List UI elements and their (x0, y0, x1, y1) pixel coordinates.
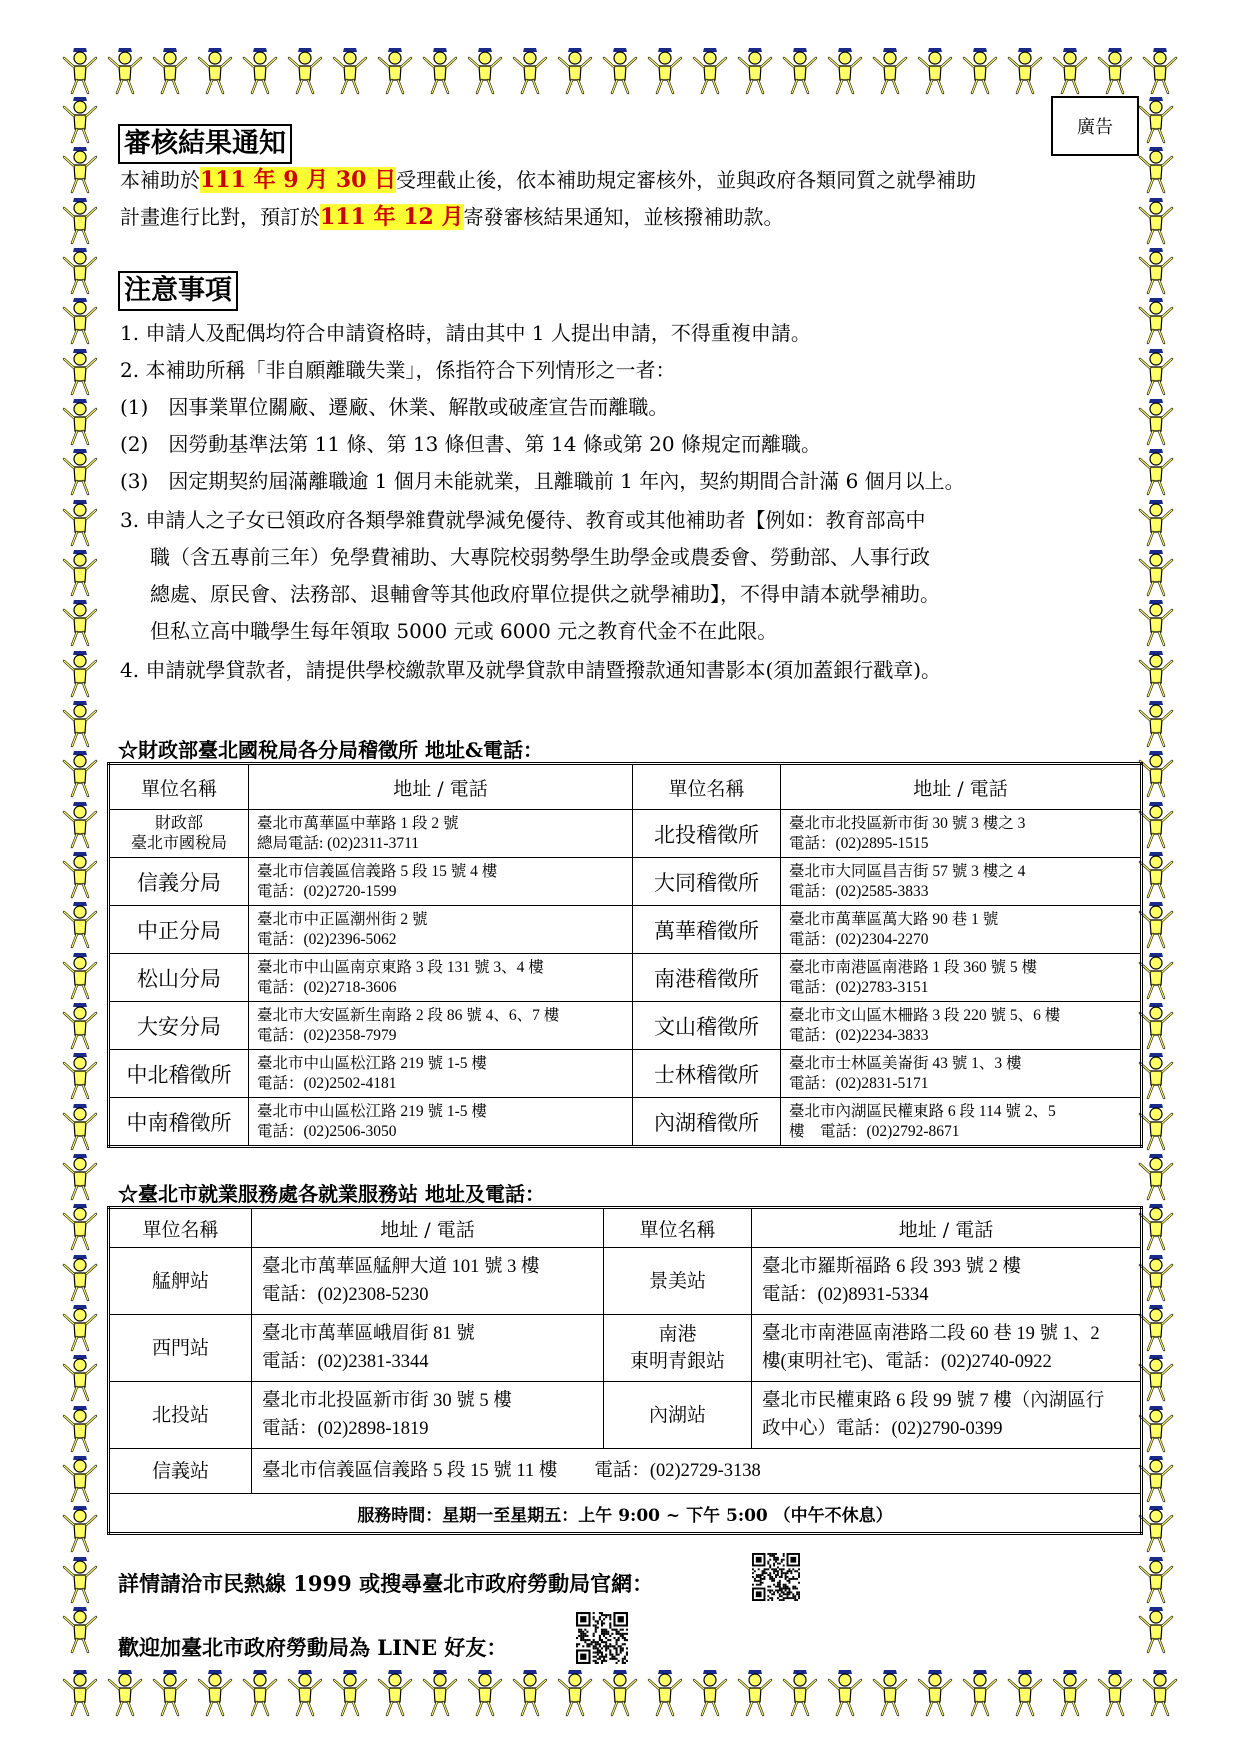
note-line: 4. 申請就學貸款者，請提供學校繳款單及就學貸款申請暨撥款通知書影本(須加蓋銀行戳章)。 (120, 658, 942, 682)
cartoon-worker-icon (600, 46, 640, 96)
unit-address: 臺北市羅斯福路 6 段 393 號 2 樓 電話：(02)8931-5334 (752, 1248, 1142, 1315)
cartoon-worker-icon (60, 95, 100, 145)
table-row (109, 954, 1142, 1002)
unit-name: 西門站 (109, 1315, 252, 1382)
cartoon-worker-icon (825, 46, 865, 96)
review-line2-post: 寄發審核結果通知，並核撥補助款。 (463, 205, 784, 229)
note-line: (2) 因勞動基準法第 11 條、第 13 條但書、第 14 條或第 20 條規定而離職。 (120, 432, 821, 456)
cartoon-worker-icon (60, 296, 100, 346)
unit-name: 信義站 (109, 1449, 252, 1494)
cartoon-worker-icon (60, 598, 100, 648)
cartoon-worker-icon (1136, 699, 1176, 749)
unit-name: 艋舺站 (109, 1248, 252, 1315)
cartoon-worker-icon (1095, 1668, 1135, 1718)
table-row (109, 858, 1142, 906)
employment-table-caption: ☆臺北市就業服務處各就業服務站 地址及電話： (118, 1182, 545, 1206)
cartoon-worker-icon (1136, 598, 1176, 648)
unit-address: 臺北市大安區新生南路 2 段 86 號 4、6、7 樓 電話：(02)2358-7979 (249, 1002, 633, 1050)
qr-code-icon[interactable] (752, 1553, 800, 1601)
cartoon-worker-icon (60, 246, 100, 296)
unit-name: 景美站 (604, 1248, 752, 1315)
unit-address: 臺北市萬華區艋舺大道 101 號 3 樓 電話：(02)2308-5230 (252, 1248, 604, 1315)
review-line2-pre: 計畫進行比對，預訂於 (120, 205, 320, 229)
border-bottom (60, 1668, 1180, 1720)
cartoon-worker-icon (825, 1668, 865, 1718)
cartoon-worker-icon (870, 46, 910, 96)
unit-name: 北投稽徵所 (633, 810, 781, 858)
cartoon-worker-icon (150, 1668, 190, 1718)
cartoon-worker-icon (510, 1668, 550, 1718)
unit-address: 臺北市南港區南港路 1 段 360 號 5 樓 電話：(02)2783-3151 (781, 954, 1142, 1002)
cartoon-worker-icon (60, 900, 100, 950)
cartoon-worker-icon (465, 46, 505, 96)
hotline-text: 詳情請洽市民熱線 1999 或搜尋臺北市政府勞動局官網： (118, 1571, 654, 1596)
cartoon-worker-icon (105, 46, 145, 96)
cartoon-worker-icon (60, 699, 100, 749)
line-friend-text: 歡迎加臺北市政府勞動局為 LINE 好友： (118, 1635, 508, 1660)
cartoon-worker-icon (1136, 649, 1176, 699)
cartoon-worker-icon (645, 46, 685, 96)
cartoon-worker-icon (60, 1668, 100, 1718)
cartoon-worker-icon (645, 1668, 685, 1718)
cartoon-worker-icon (465, 1668, 505, 1718)
cartoon-worker-icon (60, 1303, 100, 1353)
cartoon-worker-icon (60, 649, 100, 699)
note-line: (1) 因事業單位關廠、遷廠、休業、解散或破產宣告而離職。 (120, 395, 669, 419)
cartoon-worker-icon (960, 1668, 1000, 1718)
cartoon-worker-icon (195, 46, 235, 96)
cartoon-worker-icon (1136, 296, 1176, 346)
cartoon-worker-icon (330, 1668, 370, 1718)
note-line: 3. 申請人之子女已領政府各類學雜費就學減免優待、教育或其他補助者【例如：教育部高中 (120, 508, 926, 532)
notify-date: 111 年 12 月 (320, 204, 464, 230)
cartoon-worker-icon (330, 46, 370, 96)
deadline-date: 111 年 9 月 30 日 (200, 167, 397, 193)
note-line: (3) 因定期契約屆滿離職逾 1 個月未能就業，且離職前 1 年內，契約期間合計滿 6 個月以上。 (120, 469, 965, 493)
table-row (109, 1315, 1142, 1382)
unit-address: 臺北市北投區新市街 30 號 5 樓 電話：(02)2898-1819 (252, 1382, 604, 1449)
cartoon-worker-icon (735, 46, 775, 96)
cartoon-worker-icon (60, 347, 100, 397)
cartoon-worker-icon (60, 498, 100, 548)
cartoon-worker-icon (420, 1668, 460, 1718)
unit-address: 臺北市萬華區萬大路 90 巷 1 號 電話：(02)2304-2270 (781, 906, 1142, 954)
unit-address: 臺北市萬華區峨眉街 81 號 電話：(02)2381-3344 (252, 1315, 604, 1382)
cartoon-worker-icon (1136, 145, 1176, 195)
cartoon-worker-icon (1136, 196, 1176, 246)
cartoon-worker-icon (1136, 548, 1176, 598)
cartoon-worker-icon (60, 145, 100, 195)
header-unit-name: 單位名稱 (633, 764, 781, 810)
note-line: 2. 本補助所稱「非自願離職失業」，係指符合下列情形之一者： (120, 358, 676, 382)
cartoon-worker-icon (1136, 246, 1176, 296)
review-line1-pre: 本補助於 (120, 168, 200, 192)
unit-name: 內湖站 (604, 1382, 752, 1449)
cartoon-worker-icon (60, 196, 100, 246)
cartoon-worker-icon (780, 46, 820, 96)
cartoon-worker-icon (60, 447, 100, 497)
cartoon-worker-icon (1050, 46, 1090, 96)
cartoon-worker-icon (60, 548, 100, 598)
cartoon-worker-icon (870, 1668, 910, 1718)
unit-name: 財政部 臺北市國稅局 (109, 810, 249, 858)
cartoon-worker-icon (555, 46, 595, 96)
cartoon-worker-icon (915, 1668, 955, 1718)
cartoon-worker-icon (960, 46, 1000, 96)
cartoon-worker-icon (510, 46, 550, 96)
unit-address: 臺北市士林區美崙街 43 號 1、3 樓 電話：(02)2831-5171 (781, 1050, 1142, 1098)
review-line1-post: 受理截止後，依本補助規定審核外，並與政府各類同質之就學補助 (396, 168, 977, 192)
table-row (109, 906, 1142, 954)
ad-badge: 廣告 (1051, 96, 1139, 156)
unit-address: 臺北市中正區潮州街 2 號 電話：(02)2396-5062 (249, 906, 633, 954)
unit-address: 臺北市信義區信義路 5 段 15 號 4 樓 電話：(02)2720-1599 (249, 858, 633, 906)
cartoon-worker-icon (600, 1668, 640, 1718)
cartoon-worker-icon (150, 46, 190, 96)
unit-name: 南港稽徵所 (633, 954, 781, 1002)
border-left (60, 95, 104, 1655)
cartoon-worker-icon (60, 1605, 100, 1655)
cartoon-worker-icon (690, 1668, 730, 1718)
cartoon-worker-icon (1136, 447, 1176, 497)
unit-name: 萬華稽徵所 (633, 906, 781, 954)
unit-address: 臺北市內湖區民權東路 6 段 114 號 2、5 樓 電話：(02)2792-8671 (781, 1098, 1142, 1147)
unit-name: 北投站 (109, 1382, 252, 1449)
cartoon-worker-icon (240, 46, 280, 96)
cartoon-worker-icon (1005, 46, 1045, 96)
unit-address: 臺北市大同區昌吉街 57 號 3 樓之 4 電話：(02)2585-3833 (781, 858, 1142, 906)
cartoon-worker-icon (1095, 46, 1135, 96)
cartoon-worker-icon (60, 1152, 100, 1202)
service-hours: 服務時間：星期一至星期五：上午 9:00 ~ 下午 5:00 （中午不休息） (109, 1494, 1142, 1534)
cartoon-worker-icon (555, 1668, 595, 1718)
unit-address: 臺北市中山區南京東路 3 段 131 號 3、4 樓 電話：(02)2718-3606 (249, 954, 633, 1002)
cartoon-worker-icon (375, 46, 415, 96)
header-address-phone: 地址 / 電話 (781, 764, 1142, 810)
table-row (109, 1449, 1142, 1494)
unit-name: 內湖稽徵所 (633, 1098, 781, 1147)
header-unit-name: 單位名稱 (109, 1208, 252, 1248)
unit-name: 中南稽徵所 (109, 1098, 249, 1147)
cartoon-worker-icon (60, 1404, 100, 1454)
cartoon-worker-icon (915, 46, 955, 96)
unit-address: 臺北市中山區松江路 219 號 1-5 樓 電話：(02)2506-3050 (249, 1098, 633, 1147)
unit-name: 大同稽徵所 (633, 858, 781, 906)
table-header-row (109, 764, 1142, 810)
cartoon-worker-icon (1140, 1668, 1180, 1718)
cartoon-worker-icon (60, 1202, 100, 1252)
cartoon-worker-icon (1136, 1152, 1176, 1202)
unit-address: 臺北市北投區新市街 30 號 3 樓之 3 電話：(02)2895-1515 (781, 810, 1142, 858)
cartoon-worker-icon (195, 1668, 235, 1718)
cartoon-worker-icon (60, 1555, 100, 1605)
unit-name: 文山稽徵所 (633, 1002, 781, 1050)
cartoon-worker-icon (1050, 1668, 1090, 1718)
review-title: 審核結果通知 (118, 124, 292, 164)
review-line-1 (120, 162, 976, 199)
cartoon-worker-icon (285, 46, 325, 96)
unit-name: 中北稽徵所 (109, 1050, 249, 1098)
header-unit-name: 單位名稱 (109, 764, 249, 810)
note-line: 總處、原民會、法務部、退輔會等其他政府單位提供之就學補助】，不得申請本就學補助。 (150, 582, 940, 606)
cartoon-worker-icon (60, 1353, 100, 1403)
note-line: 1. 申請人及配偶均符合申請資格時，請由其中 1 人提出申請，不得重複申請。 (120, 321, 811, 345)
note-line: 職（含五專前三年）免學費補助、大專院校弱勢學生助學金或農委會、勞動部、人事行政 (150, 545, 930, 569)
qr-code-icon[interactable] (576, 1612, 628, 1664)
service-hours-row (109, 1494, 1142, 1534)
cartoon-worker-icon (1136, 397, 1176, 447)
cartoon-worker-icon (1136, 1605, 1176, 1655)
unit-name: 南港 東明青銀站 (604, 1315, 752, 1382)
cartoon-worker-icon (60, 1051, 100, 1101)
header-address-phone: 地址 / 電話 (249, 764, 633, 810)
cartoon-worker-icon (60, 850, 100, 900)
table-row (109, 1002, 1142, 1050)
table-header-row (109, 1208, 1142, 1248)
unit-address: 臺北市南港區南港路二段 60 巷 19 號 1、2 樓(東明社宅)、電話：(02)2740-0922 (752, 1315, 1142, 1382)
cartoon-worker-icon (60, 46, 100, 96)
tax-office-table (107, 762, 1143, 1148)
cartoon-worker-icon (1136, 95, 1176, 145)
unit-name: 信義分局 (109, 858, 249, 906)
cartoon-worker-icon (1136, 1555, 1176, 1605)
cartoon-worker-icon (1136, 347, 1176, 397)
cartoon-worker-icon (1005, 1668, 1045, 1718)
cartoon-worker-icon (60, 1001, 100, 1051)
cartoon-worker-icon (60, 1454, 100, 1504)
cartoon-worker-icon (420, 46, 460, 96)
cartoon-worker-icon (60, 1504, 100, 1554)
header-address-phone: 地址 / 電話 (752, 1208, 1142, 1248)
unit-address: 臺北市萬華區中華路 1 段 2 號 總局電話: (02)2311-3711 (249, 810, 633, 858)
unit-address: 臺北市中山區松江路 219 號 1-5 樓 電話：(02)2502-4181 (249, 1050, 633, 1098)
table-row (109, 1382, 1142, 1449)
unit-name: 中正分局 (109, 906, 249, 954)
unit-name: 大安分局 (109, 1002, 249, 1050)
cartoon-worker-icon (1140, 46, 1180, 96)
table-row (109, 1248, 1142, 1315)
cartoon-worker-icon (60, 1102, 100, 1152)
cartoon-worker-icon (60, 800, 100, 850)
cartoon-worker-icon (105, 1668, 145, 1718)
cartoon-worker-icon (690, 46, 730, 96)
table-row (109, 1098, 1142, 1147)
cartoon-worker-icon (375, 1668, 415, 1718)
notes-title: 注意事項 (118, 271, 238, 311)
tax-table-caption: ☆財政部臺北國稅局各分局稽徵所 地址&電話： (118, 738, 544, 762)
cartoon-worker-icon (60, 951, 100, 1001)
border-top (60, 46, 1180, 98)
unit-address: 臺北市信義區信義路 5 段 15 號 11 樓 電話：(02)2729-3138 (252, 1449, 1142, 1494)
unit-address: 臺北市民權東路 6 段 99 號 7 樓（內湖區行 政中心）電話：(02)2790-0399 (752, 1382, 1142, 1449)
cartoon-worker-icon (1136, 498, 1176, 548)
unit-name: 松山分局 (109, 954, 249, 1002)
review-line-2 (120, 199, 784, 236)
employment-station-table (107, 1206, 1143, 1535)
cartoon-worker-icon (60, 749, 100, 799)
cartoon-worker-icon (240, 1668, 280, 1718)
cartoon-worker-icon (60, 1253, 100, 1303)
cartoon-worker-icon (285, 1668, 325, 1718)
unit-address: 臺北市文山區木柵路 3 段 220 號 5、6 樓 電話：(02)2234-3833 (781, 1002, 1142, 1050)
cartoon-worker-icon (60, 397, 100, 447)
note-line: 但私立高中職學生每年領取 5000 元或 6000 元之教育代金不在此限。 (150, 619, 778, 643)
table-row (109, 810, 1142, 858)
cartoon-worker-icon (735, 1668, 775, 1718)
header-unit-name: 單位名稱 (604, 1208, 752, 1248)
table-row (109, 1050, 1142, 1098)
header-address-phone: 地址 / 電話 (252, 1208, 604, 1248)
unit-name: 士林稽徵所 (633, 1050, 781, 1098)
cartoon-worker-icon (780, 1668, 820, 1718)
